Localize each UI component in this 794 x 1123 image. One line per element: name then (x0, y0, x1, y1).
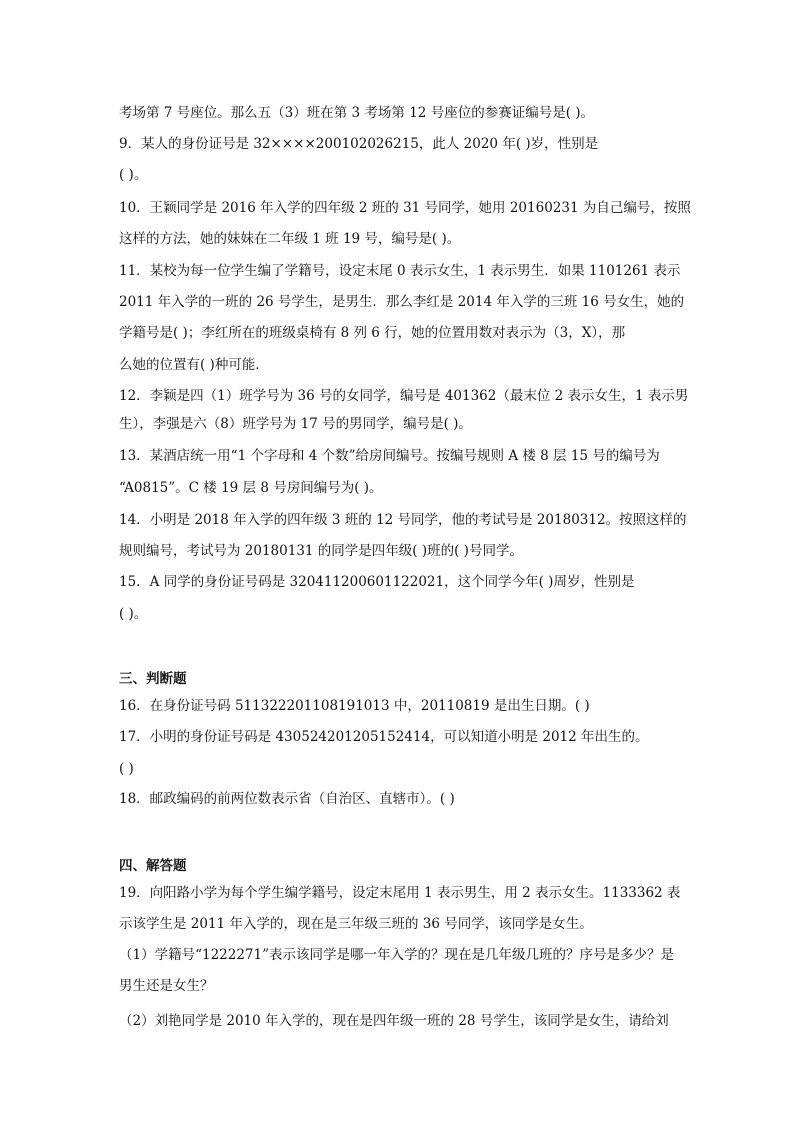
section-heading-judgement: 三、判断题 (119, 671, 187, 687)
question-9: 9．某人的身份证号是 32××××200102026215，此人 2020 年( )岁，性别是 (119, 136, 599, 152)
text-line: ( ) (119, 761, 134, 777)
text-line: 男生还是女生？ (119, 978, 214, 994)
text-line: 示该学生是 2011 年入学的，现在是三年级三班的 36 号同学，该同学是女生。 (119, 916, 593, 932)
sub-question-1: （1）学籍号“1222271”表示该同学是哪一年入学的？现在是几年级几班的？序号是多少？是 (119, 947, 675, 963)
question-10: 10．王颖同学是 2016 年入学的四年级 2 班的 31 号同学，她用 20160231 为自己编号，按照 (119, 200, 691, 216)
text-line: 生），李强是六（8）班学号为 17 号的男同学，编号是( )。 (119, 416, 472, 432)
question-12: 12．李颖是四（1）班学号为 36 号的女同学，编号是 401362（最末位 2 表示女生，1 表示男 (119, 388, 689, 404)
sub-question-2: （2）刘艳同学是 2010 年入学的，现在是四年级一班的 28 号学生，该同学是女生，请给刘 (119, 1013, 669, 1029)
text-line: ( )。 (119, 167, 148, 183)
question-19: 19．向阳路小学为每个学生编学籍号，设定末尾用 1 表示男生，用 2 表示女生。1133362 表 (119, 885, 681, 901)
question-13: 13．某酒店统一用“1 个字母和 4 个数”给房间编号。按编号规则 A 楼 8 层 15 号的编号为 (119, 448, 660, 464)
section-heading-answers: 四、解答题 (119, 858, 187, 874)
question-16: 16．在身份证号码 511322201108191013 中，20110819 是出生日期。( ) (119, 698, 590, 714)
text-line: “A0815”。C 楼 19 层 8 号房间编号为( )。 (119, 480, 383, 496)
text-line: 2011 年入学的一班的 26 号学生，是男生．那么李红是 2014 年入学的三班 16 号女生，她的 (119, 294, 685, 310)
text-line: 么她的位置有( )种可能． (119, 357, 269, 373)
question-14: 14．小明是 2018 年入学的四年级 3 班的 12 号同学，他的考试号是 20180312。按照这样的 (119, 512, 687, 528)
question-15: 15．A 同学的身份证号码是 320411200601122021，这个同学今年( )周岁，性别是 (119, 574, 635, 590)
text-line: 考场第 7 号座位。那么五（3）班在第 3 考场第 12 号座位的参赛证编号是( )。 (119, 105, 595, 121)
text-line: 学籍号是( )；李红所在的班级桌椅有 8 列 6 行，她的位置用数对表示为（3，X），那 (119, 325, 626, 341)
question-17: 17．小明的身份证号码是 430524201205152414，可以知道小明是 2012 年出生的。 (119, 729, 649, 745)
question-11: 11．某校为每一位学生编了学籍号，设定末尾 0 表示女生，1 表示男生．如果 1101261 表示 (119, 263, 681, 279)
text-line: 规则编号，考试号为 20180131 的同学是四年级( )班的( )号同学。 (119, 543, 523, 559)
question-18: 18．邮政编码的前两位数表示省（自治区、直辖市）。( ) (119, 791, 455, 807)
text-line: 这样的方法，她的妹妹在二年级 1 班 19 号，编号是( )。 (119, 231, 461, 247)
text-line: ( )。 (119, 606, 148, 622)
